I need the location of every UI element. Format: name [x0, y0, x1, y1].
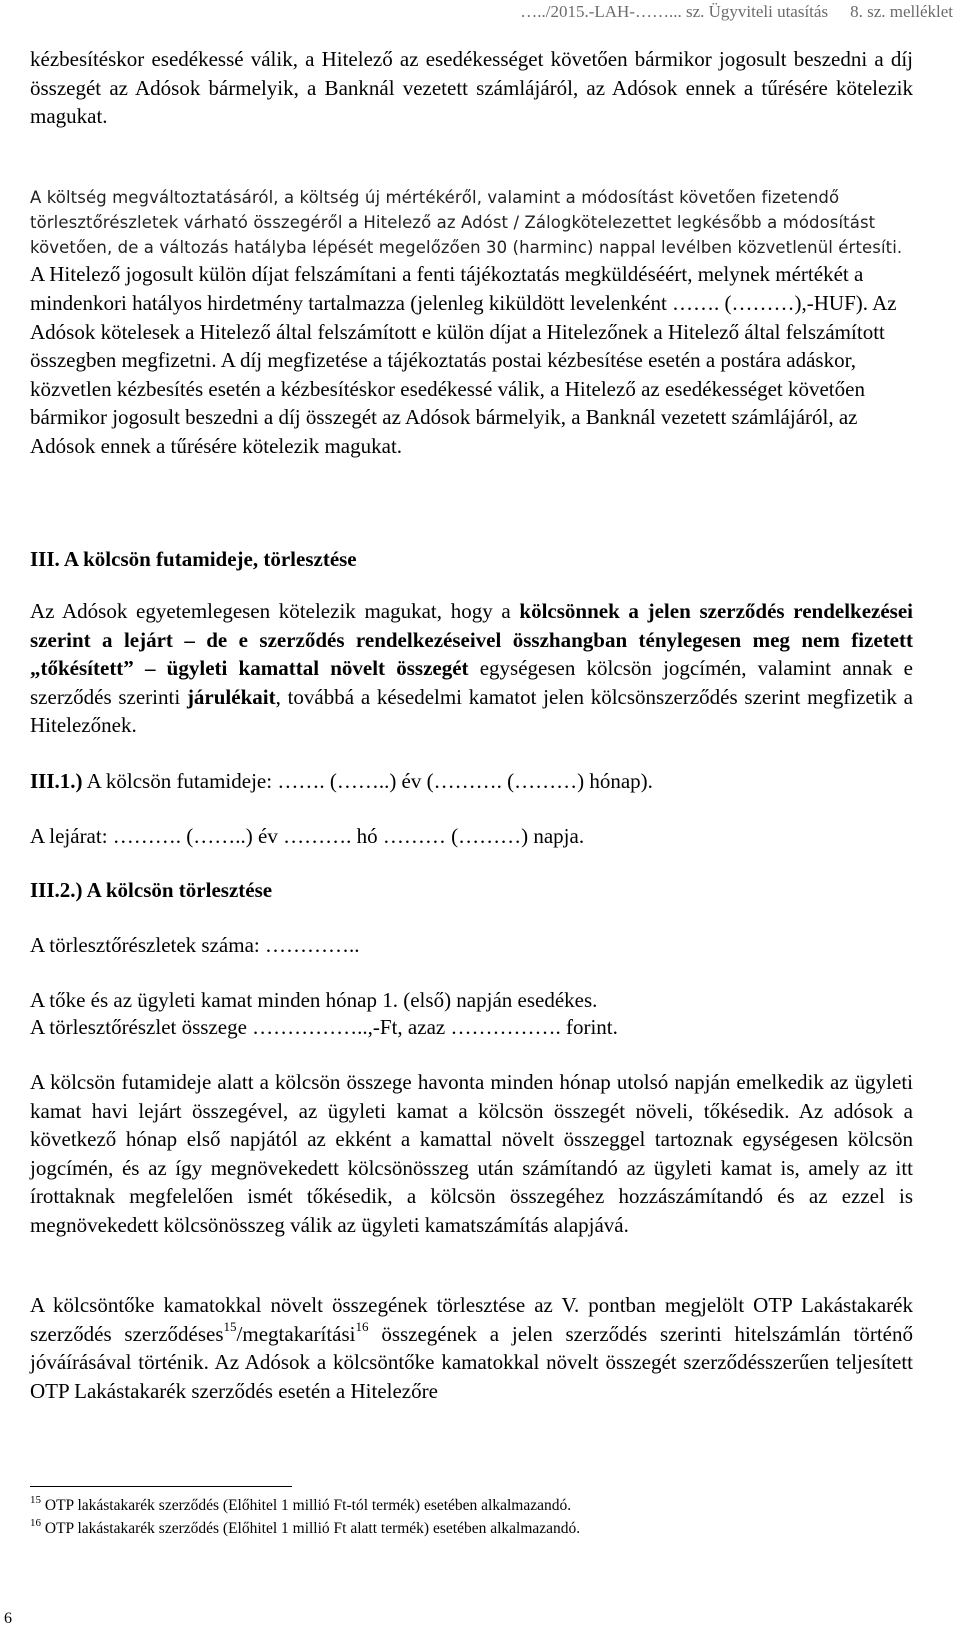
paragraph-fee-continuation: kézbesítéskor esedékessé válik, a Hitelező az esedékességet követően bármikor jogosult beszedni a díj összegét az Adósok bármelyik, a Banknál vezetett számlájáról, az Adósok ennek a tűrésére kötelezik magukat.: [30, 47, 913, 129]
footnote-separator: [30, 1486, 292, 1487]
subsection-title-iii-2: [30, 876, 913, 904]
page-header: [520, 2, 953, 22]
installment-count-line: A törlesztőrészletek száma: …………..: [30, 933, 360, 957]
obligation-text-1: Az Adósok egyetemlegesen kötelezik magukat, hogy a: [30, 599, 520, 623]
footnote-15: [30, 1493, 572, 1516]
installment-amount-line: A törlesztőrészlet összege ……………..,-Ft, azaz ……………. forint.: [30, 1015, 618, 1039]
footnote-16-text: OTP lakástakarék szerződés (Előhitel 1 millió Ft alatt termék) esetében alkalmazandó.: [41, 1520, 581, 1537]
paragraph-repayment: [30, 1291, 913, 1405]
subsection-title-text: A kölcsön törlesztése: [82, 878, 273, 902]
paragraph-interest-capitalization: A kölcsön futamideje alatt a kölcsön összege havonta minden hónap utolsó napján emelkedik az ügyleti kamat havi lejárt összegével, az ügyleti kamat a kölcsön összegét növeli, tőkésedik. Az adósok a következő hónap első napjától az ekként a kamattal növelt összeggel tartoznak egységesen kölcsön jogcímén, és az így megnövekedett kölcsönösszeg után számítandó az ügyleti kamat is, amely az itt írottaknak megfelelően ismét tőkésedik, a kölcsön összegéhez hozzászámítandó és az ezzel is megnövekedett kölcsönösszeg válik az ügyleti kamatszámítás alapjává.: [30, 1070, 913, 1237]
obligation-bold-2: járulékait: [186, 684, 276, 709]
header-annex: 8. sz. melléklet: [850, 2, 953, 21]
paragraph-payment-obligation: [30, 597, 913, 740]
obligation-bold-1: kölcsönnek a jelen szerződés rendelkezései szerint a lejárt – de e szerződés rendelkezéseivel összhangban ténylegesen meg nem fizetett „tőkésített” – ügyleti kamattal növelt összegét: [30, 599, 913, 681]
footnote-15-text: OTP lakástakarék szerződés (Előhitel 1 millió Ft-tól termék) esetében alkalmazandó.: [41, 1497, 572, 1514]
repayment-text-3: összegének a jelen szerződés szerinti hitelszámlán történő jóváírásával történik. Az Adósok a kölcsöntőke kamatokkal növelt összegét szerződésszerűen teljesített OTP Lakástakarék szerződés esetén a Hitelezőre: [30, 1321, 913, 1403]
footnote-ref-15: 15: [223, 1318, 237, 1334]
footnote-16-number: 16: [30, 1516, 41, 1529]
subsection-number-iii-2: III.2.): [30, 878, 83, 902]
subsection-number-iii-1: III.1.): [30, 769, 83, 793]
footnote-ref-16: 16: [355, 1318, 369, 1334]
term-line: [30, 767, 913, 795]
obligation-text-2: egységesen kölcsön jogcímén, valamint annak e szerződés szerinti: [30, 656, 913, 709]
maturity-line: A lejárat: ………. (……..) év ………. hó ……… (………) napja.: [30, 824, 585, 848]
header-reference: …../2015.-LAH-……... sz. Ügyviteli utasítás: [520, 2, 829, 21]
separate-fee-text: A Hitelező jogosult külön díjat felszámítani a fenti tájékoztatás megküldéséért, melynek mértékét a mindenkori hatályos hirdetmény tartalmazza (jelenleg kiküldött levelenként ……. (………),-HUF). Az Adósok kötelesek a Hitelező által felszámított e külön díjat a Hitelezőnek a Hitelező által felszámított összegben megfizetni. A díj megfizetése a tájékoztatás postai kézbesítése esetén a postára adáskor, közvetlen kézbesítés esetén a kézbesítéskor esedékessé válik, a Hitelező az esedékességet követően bármikor jogosult beszedni a díj összegét az Adósok bármelyik, a Banknál vezetett számlájáról, az Adósok ennek a tűrésére kötelezik magukat.: [30, 262, 897, 458]
paragraph-cost-change-notice: [30, 186, 913, 461]
repayment-text-2: /megtakarítási: [236, 1321, 356, 1346]
cost-change-notice-text: A költség megváltoztatásáról, a költség új mértékéről, valamint a módosítást követően fizetendő törlesztőrészletek várható összegéről a Hitelező az Adóst / Zálogkötelezettet legkésőbb a módosítást követően, de a változás hatályba lépését megelőzően 30 (harminc) nappal levélben közvetlenül értesíti.: [30, 188, 903, 257]
term-text: A kölcsön futamideje: ……. (……..) év (………. (………) hónap).: [82, 769, 653, 793]
due-date-line: A tőke és az ügyleti kamat minden hónap 1. (első) napján esedékes.: [30, 988, 598, 1012]
footnote-15-number: 15: [30, 1493, 41, 1506]
obligation-text-3: , továbbá a késedelmi kamatot jelen kölcsönszerződés szerint megfizetik a Hitelezőnek.: [30, 684, 913, 738]
section-title-iii: III. A kölcsön futamideje, törlesztése: [30, 547, 357, 571]
page-number: 6: [4, 1610, 12, 1627]
footnote-16: [30, 1516, 581, 1539]
repayment-text-1: A kölcsöntőke kamatokkal növelt összegének törlesztése az V. pontban megjelölt OTP Lakástakarék szerződés szerződéses: [30, 1293, 913, 1346]
